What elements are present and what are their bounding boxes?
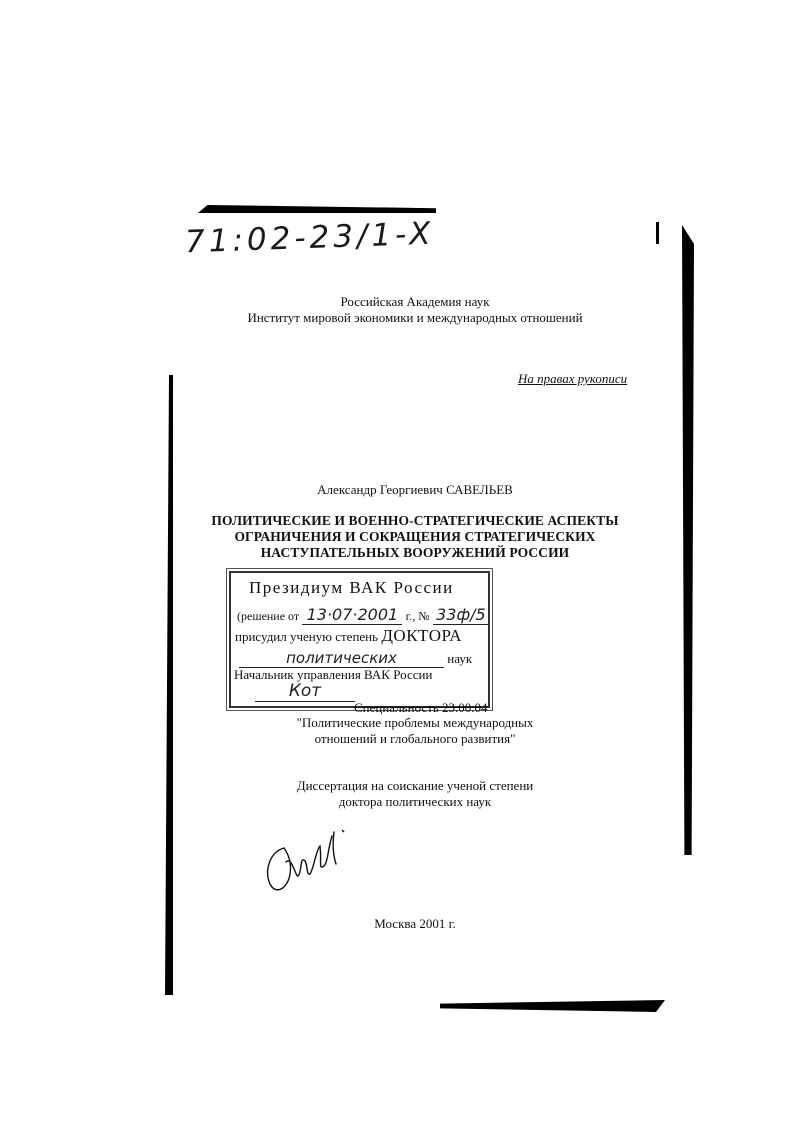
- specialty-name-line-1: "Политические проблемы международных: [296, 715, 534, 730]
- specialty-label: Специальность 23.00.04: [354, 700, 488, 715]
- stamp-head-signature: Кот: [255, 681, 355, 702]
- dissertation-title-line-2: ОГРАНИЧЕНИЯ И СОКРАЩЕНИЯ СТРАТЕГИЧЕСКИХ: [234, 529, 596, 544]
- specialty-name-line-2: отношений и глобального развития": [314, 731, 516, 746]
- stamp-decision-number: 33ф/5: [433, 605, 489, 625]
- place-year: Москва 2001 г.: [374, 916, 456, 931]
- institute-name: Институт мировой экономики и международных отношений: [247, 310, 583, 325]
- scan-edge-left: [165, 375, 173, 995]
- scan-edge-top: [198, 205, 436, 213]
- vak-stamp: [229, 571, 490, 708]
- author-signature: [262, 818, 352, 898]
- stamp-head-title: Начальник управления ВАК России: [234, 667, 433, 682]
- manuscript-rights: На правах рукописи: [518, 371, 628, 386]
- author-name: Александр Георгиевич САВЕЛЬЕВ: [317, 482, 513, 497]
- stamp-awarded-line: [235, 626, 462, 646]
- scan-edge-right-small: [656, 222, 659, 244]
- stamp-decision-prefix: (решение от: [237, 609, 300, 623]
- stamp-decision-line: [237, 605, 489, 625]
- stamp-awarded-prefix: присудил ученую степень: [235, 629, 379, 644]
- stamp-field-line: [239, 649, 472, 668]
- stamp-heading: Президиум ВАК России: [249, 578, 454, 597]
- dissertation-statement-line-1: Диссертация на соискание ученой степени: [296, 778, 534, 793]
- stamp-degree: ДОКТОРА: [381, 626, 463, 645]
- dissertation-title-line-3: НАСТУПАТЕЛЬНЫХ ВООРУЖЕНИЙ РОССИИ: [260, 545, 570, 560]
- academy-name: Российская Академия наук: [340, 294, 490, 309]
- dissertation-title-line-1: ПОЛИТИЧЕСКИЕ И ВОЕННО-СТРАТЕГИЧЕСКИЕ АСПЕКТЫ: [211, 513, 619, 528]
- stamp-decision-mid: г., №: [405, 609, 430, 623]
- dissertation-statement-line-2: доктора политических наук: [338, 794, 492, 809]
- stamp-field-suffix: наук: [447, 651, 473, 666]
- scan-edge-bottom: [440, 1000, 665, 1012]
- archive-number: 71:02-23/1-X: [184, 215, 436, 261]
- stamp-field-handwritten: политических: [239, 649, 444, 668]
- stamp-decision-date: 13·07·2001: [302, 605, 402, 625]
